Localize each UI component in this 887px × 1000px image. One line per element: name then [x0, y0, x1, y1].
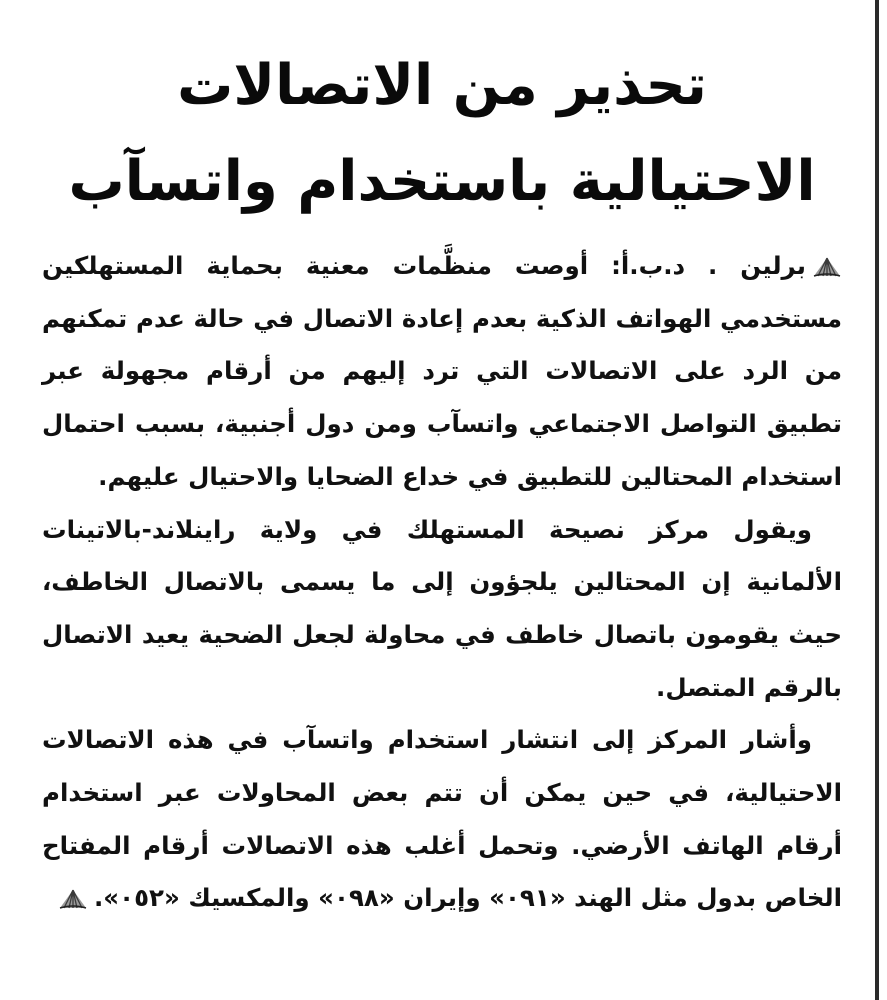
paragraph-1-text: أوصت منظَّمات معنية بحماية المستهلكين مستخدمي الهواتف الذكية بعدم إعادة الاتصال في حالة عدم تمكنهم من الرد على الاتصالات التي ترد إليهم من أرقام مجهولة عبر تطبيق التواصل الاجتماعي واتسآب ومن دول أجنبية، بسبب احتمال استخدام المحتالين للتطبيق في خداع الضحايا والاحتيال عليهم.: [42, 251, 842, 491]
column-rule: [875, 0, 879, 1000]
paragraph-3-text: وأشار المركز إلى انتشار استخدام واتسآب في هذه الاتصالات الاحتيالية، في حين يمكن أن تتم بعض المحاولات عبر استخدام أرقام الهاتف الأرضي. وتحمل أغلب هذه الاتصالات أرقام المفتاح الخاص بدول مثل الهند «٠٩١» وإيران «٠٩٨» والمكسيك «٠٥٢».: [42, 725, 842, 913]
headline-line-2: الاحتيالية باستخدام واتسآب: [68, 149, 816, 214]
article-headline: [42, 38, 842, 230]
article-paragraph-2: [42, 504, 842, 715]
news-article: [42, 38, 842, 925]
article-paragraph-3: [42, 714, 842, 925]
end-fan-ornament-icon: [58, 888, 88, 910]
fan-ornament-icon: [812, 256, 842, 278]
article-paragraph-1: [42, 240, 842, 504]
dateline: برلين . د.ب.أ:: [611, 251, 806, 280]
paragraph-2-text: ويقول مركز نصيحة المستهلك في ولاية راينلاند-بالاتينات الألمانية إن المحتالين يلجؤون إلى ما يسمى بالاتصال الخاطف، حيث يقومون باتصال خاطف في محاولة لجعل الضحية يعيد الاتصال بالرقم المتصل.: [42, 514, 842, 702]
headline-line-1: تحذير من الاتصالات: [177, 53, 707, 118]
